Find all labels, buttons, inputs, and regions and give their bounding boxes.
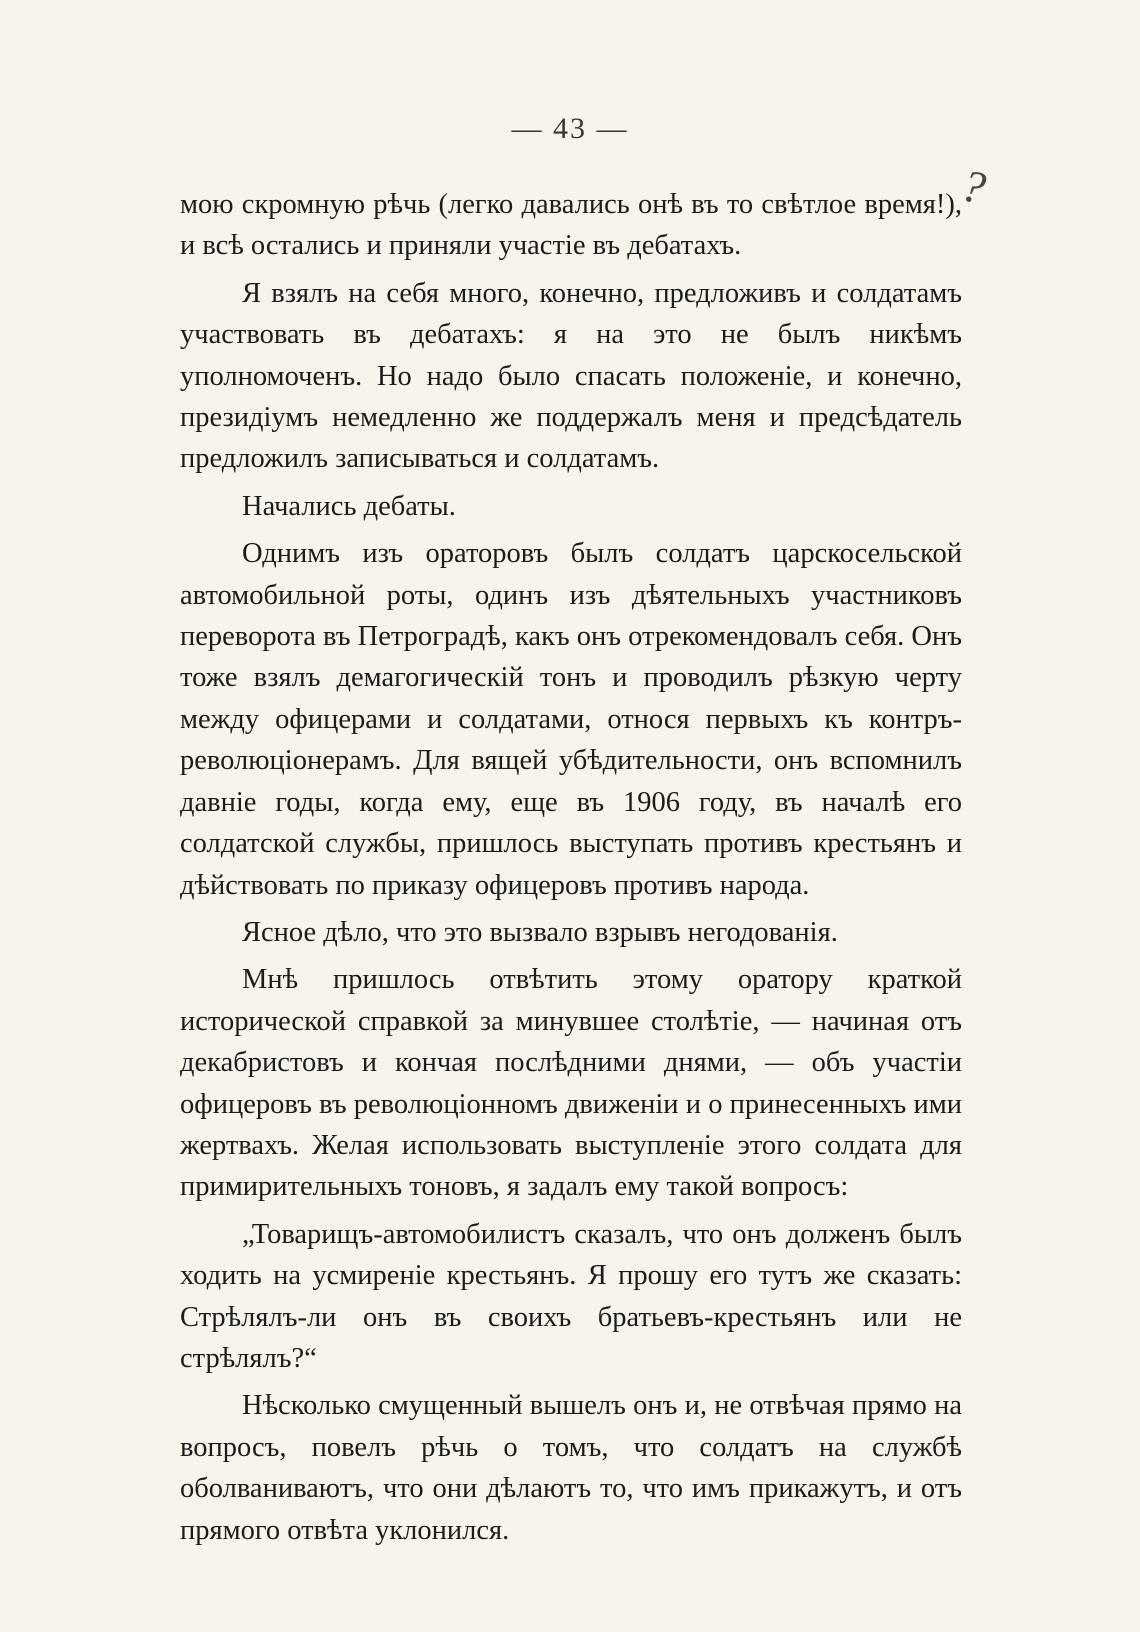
quoted-question: „Товарищъ-автомобилистъ сказалъ, что онъ долженъ былъ ходить на усмиреніе крестьянъ. Я прошу его тутъ же сказать: Стрѣлялъ-ли онъ въ своихъ братьевъ-крестьянъ или не стрѣлялъ?“ — [180, 1218, 962, 1374]
paragraph: Однимъ изъ ораторовъ былъ солдатъ царскосельской автомобильной роты, одинъ изъ дѣятельныхъ участниковъ переворота въ Петроградѣ, какъ онъ отрекомендовалъ себя. Онъ тоже взялъ демагогическій тонъ и проводилъ рѣзкую черту между офицерами и солдатами, относя первыхъ къ контръ-революціонерамъ. Для вящей убѣдительности, онъ вспомнилъ давніе годы, когда ему, еще въ 1906 году, въ началѣ его солдатской службы, пришлось выступать противъ крестьянъ и дѣйствовать по приказу офицеровъ противъ народа. — [180, 538, 962, 901]
page-number: — 43 — — [511, 112, 629, 145]
paragraph: Начались дебаты. — [242, 490, 456, 522]
paragraph: Ясное дѣло, что это вызвало взрывъ негодованія. — [242, 916, 838, 948]
paragraph: Нѣсколько смущенный вышелъ онъ и, не отвѣчая прямо на вопросъ, повелъ рѣчь о томъ, что солдатъ на службѣ оболваниваютъ, что они дѣлаютъ то, что имъ прикажутъ, и отъ прямого отвѣта уклонился. — [180, 1390, 962, 1546]
paragraph: Я взялъ на себя много, конечно, предложивъ и солдатамъ участвовать въ дебатахъ: я на это не былъ никѣмъ уполномоченъ. Но надо было спасать положеніе, и конечно, президіумъ немедленно же поддержалъ меня и предсѣдатель предложилъ записываться и солдатамъ. — [180, 277, 962, 475]
body-text — [180, 184, 962, 1557]
paragraph-continuation: мою скромную рѣчь (легко давались онѣ въ то свѣтлое время!), и всѣ остались и приняли участіе въ дебатахъ. — [180, 189, 962, 262]
paragraph: Мнѣ пришлось отвѣтить этому оратору краткой исторической справкой за минувшее столѣтіе, — начиная отъ декабристовъ и кончая послѣдними днями, — объ участіи офицеровъ въ революціонномъ движеніи и о принесенныхъ ими жертвахъ. Желая использовать выступленіе этого солдата для примирительныхъ тоновъ, я задалъ ему такой вопросъ: — [180, 964, 962, 1203]
margin-question-mark: ? — [956, 159, 991, 214]
